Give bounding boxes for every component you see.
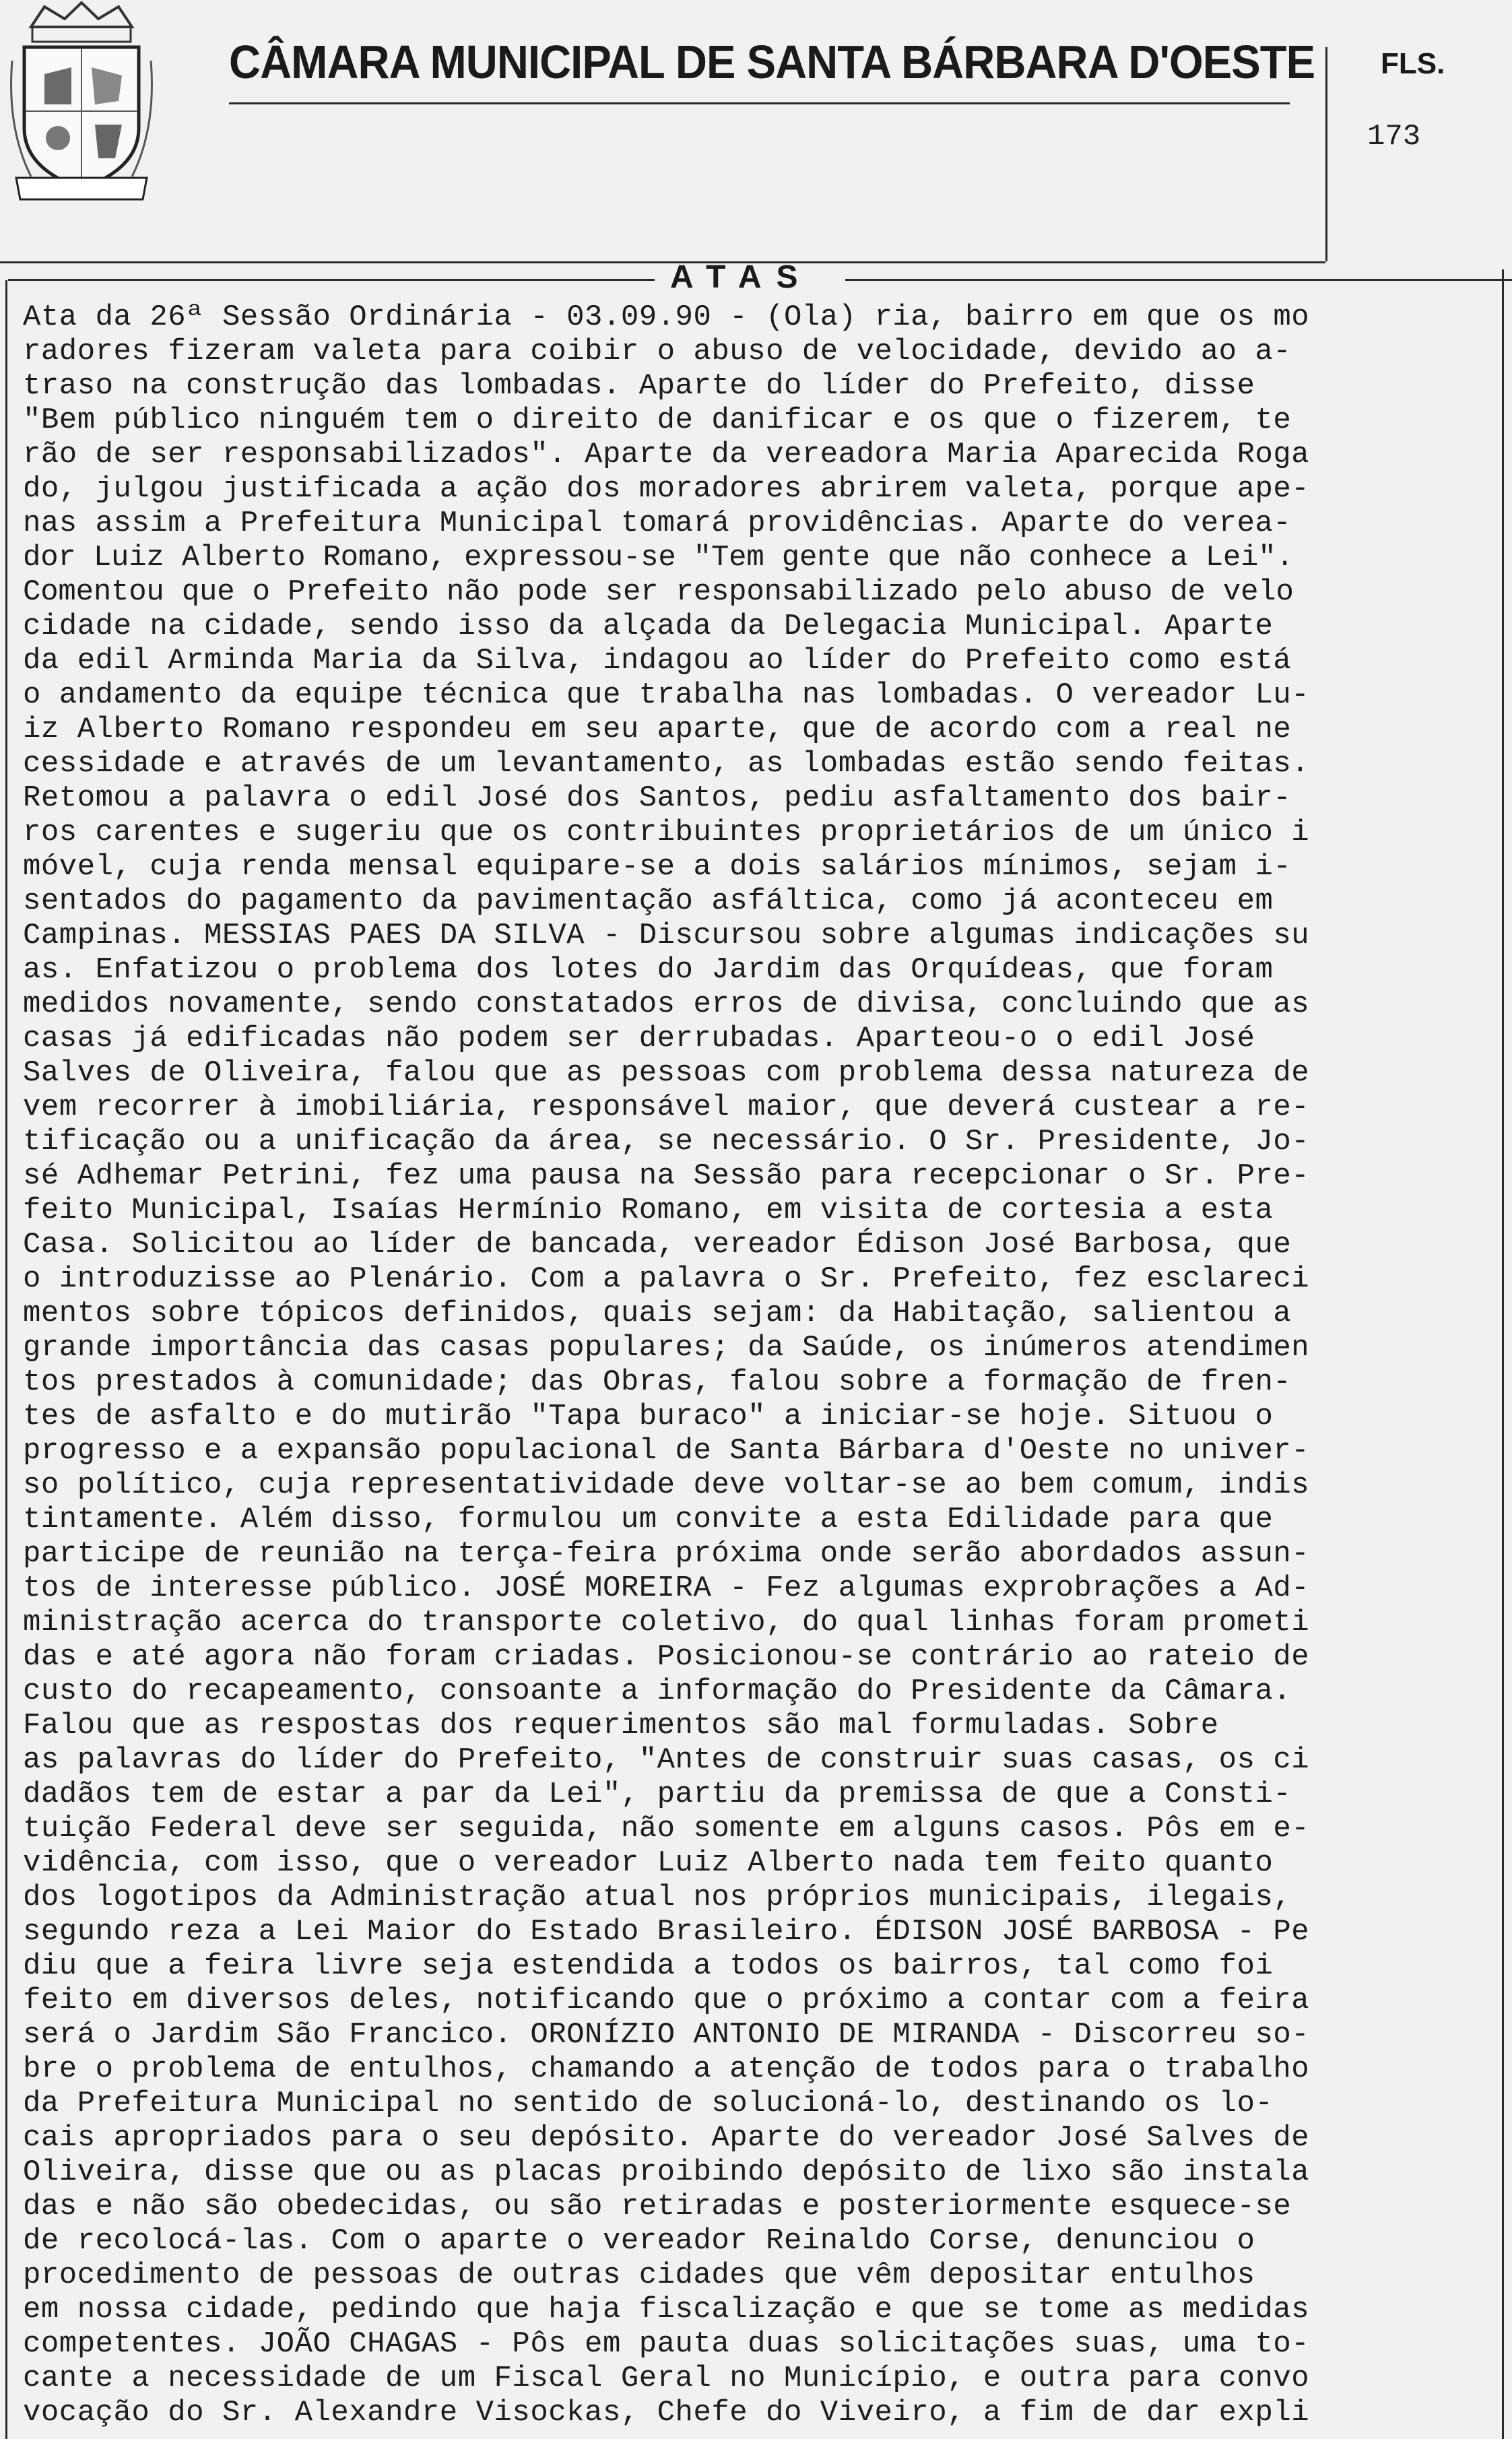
minutes-line: tuição Federal deve ser seguida, não somente em alguns casos. Pôs em e- [23, 1812, 1310, 1846]
minutes-line: Oliveira, disse que ou as placas proibindo depósito de lixo são instala [23, 2155, 1310, 2189]
minutes-text-block [23, 300, 1488, 2430]
minutes-line: dadãos tem de estar a par da Lei", partiu da premissa de que a Consti- [23, 1778, 1292, 1811]
organization-title: CÂMARA MUNICIPAL DE SANTA BÁRBARA D'OESTE [229, 36, 1315, 88]
minutes-line: Campinas. MESSIAS PAES DA SILVA - Discursou sobre algumas indicações su [23, 919, 1310, 952]
minutes-line: casas já edificadas não podem ser derrubadas. Aparteou-o o edil José [23, 1022, 1255, 1055]
minutes-line: participe de reunião na terça-feira próxima onde serão abordados assun- [23, 1537, 1310, 1571]
minutes-line: de recolocá-las. Com o aparte o vereador Reinaldo Corse, denunciou o [23, 2224, 1255, 2258]
minutes-line: rão de ser responsabilizados". Aparte da vereadora Maria Aparecida Roga [23, 438, 1310, 471]
minutes-line: cante a necessidade de um Fiscal Geral no Município, e outra para convo [23, 2362, 1310, 2395]
minutes-line: iz Alberto Romano respondeu em seu aparte, que de acordo com a real ne [23, 713, 1292, 746]
municipal-crest-logo [4, 0, 159, 202]
minutes-line: sé Adhemar Petrini, fez uma pausa na Sessão para recepcionar o Sr. Pre- [23, 1159, 1310, 1193]
minutes-line: traso na construção das lombadas. Aparte do líder do Prefeito, disse [23, 369, 1255, 403]
minutes-line: Retomou a palavra o edil José dos Santos, pediu asfaltamento dos bair- [23, 781, 1292, 815]
minutes-line: da Prefeitura Municipal no sentido de solucioná-lo, destinando os lo- [23, 2087, 1274, 2120]
minutes-line: tos de interesse público. JOSÉ MOREIRA - Fez algumas exprobrações a Ad- [23, 1571, 1310, 1605]
minutes-line: cais apropriados para o seu depósito. Aparte do vereador José Salves de [23, 2121, 1310, 2155]
minutes-line: sentados do pagamento da pavimentação asfáltica, como já aconteceu em [23, 884, 1274, 918]
minutes-line: tificação ou a unificação da área, se necessário. O Sr. Presidente, Jo- [23, 1125, 1310, 1159]
minutes-line: Casa. Solicitou ao líder de bancada, vereador Édison José Barbosa, que [23, 1228, 1292, 1262]
minutes-line: feito em diversos deles, notificando que o próximo a contar com a feira [23, 1984, 1310, 2017]
minutes-line: procedimento de pessoas de outras cidades que vêm depositar entulhos [23, 2258, 1255, 2292]
minutes-line: da edil Arminda Maria da Silva, indagou ao líder do Prefeito como está [23, 644, 1292, 678]
minutes-line: dor Luiz Alberto Romano, expressou-se "Tem gente que não conhece a Lei". [23, 541, 1294, 575]
minutes-line: tes de asfalto e do mutirão "Tapa buraco" a iniciar-se hoje. Situou o [23, 1400, 1274, 1433]
minutes-line: móvel, cuja renda mensal equipare-se a dois salários mínimos, sejam i- [23, 850, 1292, 884]
minutes-line: ros carentes e sugeriu que os contribuintes proprietários de um único i [23, 816, 1310, 849]
minutes-line: progresso e a expansão populacional de Santa Bárbara d'Oeste no univer- [23, 1434, 1310, 1468]
minutes-line: diu que a feira livre seja estendida a todos os bairros, tal como foi [23, 1949, 1274, 1983]
page-frame-right [1502, 269, 1504, 2439]
section-title: ATAS [670, 259, 813, 295]
minutes-line: radores fizeram valeta para coibir o abuso de velocidade, devido ao a- [23, 335, 1292, 368]
title-underline [229, 102, 1290, 104]
minutes-line: grande importância das casas populares; da Saúde, os inúmeros atendimen [23, 1331, 1310, 1365]
minutes-line: ministração acerca do transporte coletivo, do qual linhas foram prometi [23, 1606, 1310, 1639]
minutes-line: competentes. JOÃO CHAGAS - Pôs em pauta duas solicitações suas, uma to- [23, 2327, 1310, 2361]
minutes-line: as palavras do líder do Prefeito, "Antes de construir suas casas, os ci [23, 1743, 1310, 1777]
section-rule-left [8, 279, 655, 281]
minutes-line: as. Enfatizou o problema dos lotes do Jardim das Orquídeas, que foram [23, 953, 1274, 987]
minutes-line: Ata da 26ª Sessão Ordinária - 03.09.90 - (Ola) ria, bairro em que os mo [23, 300, 1310, 334]
minutes-line: o introduzisse ao Plenário. Com a palavra o Sr. Prefeito, fez esclareci [23, 1262, 1310, 1296]
minutes-line: tintamente. Além disso, formulou um convite a esta Edilidade para que [23, 1503, 1274, 1536]
minutes-line: Comentou que o Prefeito não pode ser responsabilizado pelo abuso de velo [23, 575, 1294, 609]
minutes-line: custo do recapeamento, consoante a informação do Presidente da Câmara. [23, 1674, 1292, 1708]
minutes-line: do, julgou justificada a ação dos moradores abrirem valeta, porque ape- [23, 472, 1310, 506]
minutes-line: "Bem público ninguém tem o direito de danificar e os que o fizerem, te [23, 403, 1292, 437]
minutes-line: segundo reza a Lei Maior do Estado Brasileiro. ÉDISON JOSÉ BARBOSA - Pe [23, 1915, 1310, 1949]
header-rule [0, 261, 1325, 263]
minutes-line: das e até agora não foram criadas. Posicionou-se contrário ao rateio de [23, 1640, 1310, 1674]
minutes-line: cidade na cidade, sendo isso da alçada da Delegacia Municipal. Aparte [23, 610, 1274, 643]
folio-label: FLS. [1381, 47, 1445, 80]
minutes-line: vocação do Sr. Alexandre Visockas, Chefe do Viveiro, a fim de dar expli [23, 2396, 1310, 2430]
minutes-line: dos logotipos da Administração atual nos próprios municipais, ilegais, [23, 1881, 1292, 1914]
minutes-line: Salves de Oliveira, falou que as pessoas com problema dessa natureza de [23, 1056, 1310, 1090]
minutes-line: tos prestados à comunidade; das Obras, falou sobre a formação de fren- [23, 1365, 1292, 1399]
minutes-line: Falou que as respostas dos requerimentos são mal formuladas. Sobre [23, 1709, 1219, 1743]
page-frame-left [5, 280, 7, 2439]
minutes-line: nas assim a Prefeitura Municipal tomará providências. Aparte do verea- [23, 507, 1292, 540]
minutes-line: cessidade e através de um levantamento, as lombadas estão sendo feitas. [23, 747, 1310, 781]
minutes-line: será o Jardim São Francico. ORONÍZIO ANTONIO DE MIRANDA - Discorreu so- [23, 2018, 1310, 2052]
minutes-line: das e não são obedecidas, ou são retiradas e posteriormente esquece-se [23, 2190, 1292, 2223]
folio-number: 173 [1367, 120, 1421, 154]
minutes-line: feito Municipal, Isaías Hermínio Romano, em visita de cortesia a esta [23, 1194, 1274, 1227]
minutes-line: so político, cuja representatividade deve voltar-se ao bem comum, indis [23, 1468, 1310, 1502]
folio-divider [1325, 47, 1327, 261]
minutes-line: medidos novamente, sendo constatados erros de divisa, concluindo que as [23, 987, 1310, 1021]
minutes-line: em nossa cidade, pedindo que haja fiscalização e que se tome as medidas [23, 2293, 1310, 2327]
minutes-line: vidência, com isso, que o vereador Luiz Alberto nada tem feito quanto [23, 1846, 1274, 1880]
minutes-line: mentos sobre tópicos definidos, quais sejam: da Habitação, salientou a [23, 1297, 1292, 1330]
minutes-line: o andamento da equipe técnica que trabalha nas lombadas. O vereador Lu- [23, 678, 1310, 712]
minutes-line: bre o problema de entulhos, chamando a atenção de todos para o trabalho [23, 2052, 1310, 2086]
section-rule-right [845, 279, 1512, 281]
minutes-line: vem recorrer à imobiliária, responsável maior, que deverá custear a re- [23, 1091, 1310, 1124]
